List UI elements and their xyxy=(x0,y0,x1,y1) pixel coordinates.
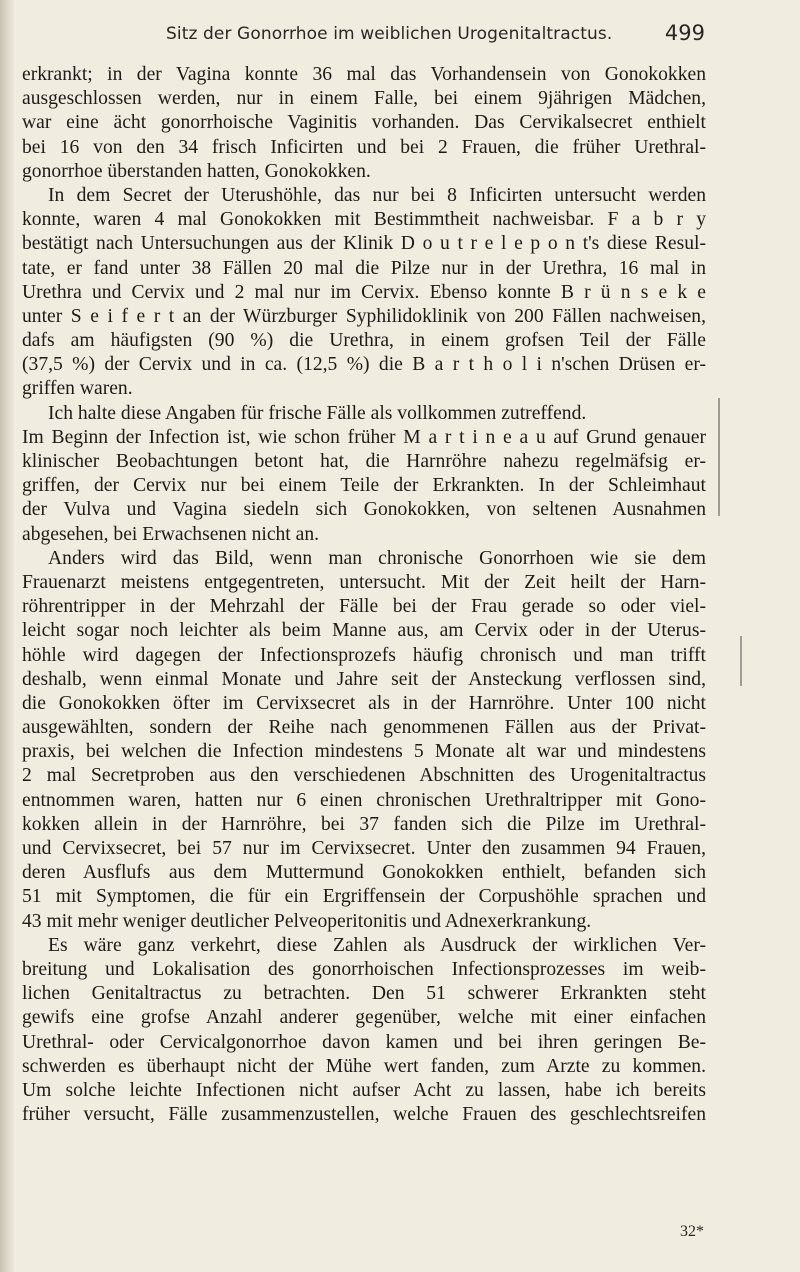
text-line: gonorrhoe überstanden hatten, Gonokokken. xyxy=(22,160,371,182)
text-line: 43 mit mehr weniger deutlicher Pelveoperitonitis und Adnexerkrankung. xyxy=(22,910,592,932)
text-line: In dem Secret der Uterushöhle, das nur bei 8 Inficirten untersucht werden xyxy=(48,184,706,206)
text-line: entnommen waren, hatten nur 6 einen chronischen Urethraltripper mit Gono- xyxy=(22,789,706,811)
text-line: dafs am häufigsten (90 %) die Urethra, in einem grofsen Teil der Fälle xyxy=(22,330,706,352)
text-line: röhrentripper in der Mehrzahl der Fälle bei der Frau gerade so oder viel- xyxy=(22,596,706,618)
text-line: schwerden es überhaupt nicht der Mühe wert fanden, zum Arzte zu kommen. xyxy=(22,1055,706,1077)
margin-mark xyxy=(718,398,720,516)
text-line: praxis, bei welchen die Infection mindestens 5 Monate alt war und mindestens xyxy=(22,741,706,763)
text-line: war eine ächt gonorrhoische Vaginitis vorhanden. Das Cervikalsecret enthielt xyxy=(22,112,706,134)
text-line: 51 mit Symptomen, die für ein Ergriffensein der Corpushöhle sprachen und xyxy=(22,886,706,908)
text-line: leicht sogar noch leichter als beim Manne aus, am Cervix oder in der Uterus- xyxy=(22,620,706,642)
text-line: abgesehen, bei Erwachsenen nicht an. xyxy=(22,523,320,545)
text-line: griffen waren. xyxy=(22,378,133,400)
text-line: bei 16 von den 34 frisch Inficirten und bei 2 Frauen, die früher Urethral- xyxy=(22,136,706,158)
text-line: höhle wird dagegen der Infectionsprozefs häufig chronisch und man trifft xyxy=(22,644,706,666)
text-line: tate, er fand unter 38 Fällen 20 mal die Pilze nur in der Urethra, 16 mal in xyxy=(22,257,706,279)
running-title: Sitz der Gonorrhoe im weiblichen Urogenitaltractus. xyxy=(166,24,613,44)
body-text xyxy=(22,63,706,1127)
text-line: die Gonokokken öfter im Cervixsecret als in der Harnröhre. Unter 100 nicht xyxy=(22,692,706,714)
text-line: Frauenarzt meistens entgegentreten, untersucht. Mit der Zeit heilt der Harn- xyxy=(22,571,706,593)
text-line: unter S e i f e r t an der Würzburger Syphilidoklinik von 200 Fällen nachweisen, xyxy=(22,305,706,327)
text-line: gewifs eine grofse Anzahl anderer gegenüber, welche mit einer einfachen xyxy=(22,1007,706,1029)
text-line: ausgeschlossen werden, nur in einem Falle, bei einem 9jährigen Mädchen, xyxy=(22,88,706,110)
text-line: früher versucht, Fälle zusammenzustellen, welche Frauen des geschlechtsreifen xyxy=(22,1104,706,1126)
text-line: Ich halte diese Angaben für frische Fälle als vollkommen zutreffend. xyxy=(48,402,587,424)
text-line: Es wäre ganz verkehrt, diese Zahlen als Ausdruck der wirklichen Ver- xyxy=(48,934,706,956)
text-line: breitung und Lokalisation des gonorrhoischen Infectionsprozesses im weib- xyxy=(22,958,706,980)
text-line: konnte, waren 4 mal Gonokokken mit Bestimmtheit nachweisbar. F a b r y xyxy=(22,209,706,231)
running-head xyxy=(150,21,705,50)
text-line: Um solche leichte Infectionen nicht aufser Acht zu lassen, habe ich bereits xyxy=(22,1079,706,1101)
text-line: erkrankt; in der Vagina konnte 36 mal das Vorhandensein von Gonokokken xyxy=(22,64,706,85)
text-line: deshalb, wenn einmal Monate und Jahre seit der Ansteckung verflossen sind, xyxy=(22,668,706,690)
text-line: Im Beginn der Infection ist, wie schon früher M a r t i n e a u auf Grund genauer xyxy=(22,426,706,448)
page-binding-edge xyxy=(0,0,14,1272)
text-line: Anders wird das Bild, wenn man chronische Gonorrhoen wie sie dem xyxy=(48,547,706,569)
text-line: Urethral- oder Cervicalgonorrhoe davon kamen und bei ihren geringen Be- xyxy=(22,1031,706,1053)
text-line: Urethra und Cervix und 2 mal nur im Cervix. Ebenso konnte B r ü n s e k e xyxy=(22,281,706,303)
text-line: klinischer Beobachtungen betont hat, die Harnröhre nahezu regelmäfsig er- xyxy=(22,451,706,472)
text-line: (37,5 %) der Cervix und in ca. (12,5 %) die B a r t h o l i n'schen Drüsen er- xyxy=(22,354,706,376)
text-line: der Vulva und Vagina siedeln sich Gonokokken, von seltenen Ausnahmen xyxy=(22,499,706,521)
text-line: und Cervixsecret, bei 57 nur im Cervixsecret. Unter den zusammen 94 Frauen, xyxy=(22,838,706,859)
text-line: deren Ausflufs aus dem Muttermund Gonokokken enthielt, befanden sich xyxy=(22,862,706,884)
text-line: ausgewählten, sondern der Reihe nach genommenen Fällen aus der Privat- xyxy=(22,717,706,739)
margin-mark xyxy=(740,636,742,686)
page-number: 499 xyxy=(664,21,705,45)
text-line: kokken allein in der Harnröhre, bei 37 fanden sich die Pilze im Urethral- xyxy=(22,813,706,835)
text-line: 2 mal Secretproben aus den verschiedenen Abschnitten des Urogenitaltractus xyxy=(22,765,706,787)
text-line: bestätigt nach Untersuchungen aus der Klinik D o u t r e l e p o n t's diese Resul- xyxy=(22,233,706,255)
signature-mark: 32* xyxy=(680,1223,704,1240)
text-line: lichen Genitaltractus zu betrachten. Den 51 schwerer Erkrankten steht xyxy=(22,983,706,1005)
text-line: griffen, der Cervix nur bei einem Teile der Erkrankten. In der Schleimhaut xyxy=(22,475,706,497)
